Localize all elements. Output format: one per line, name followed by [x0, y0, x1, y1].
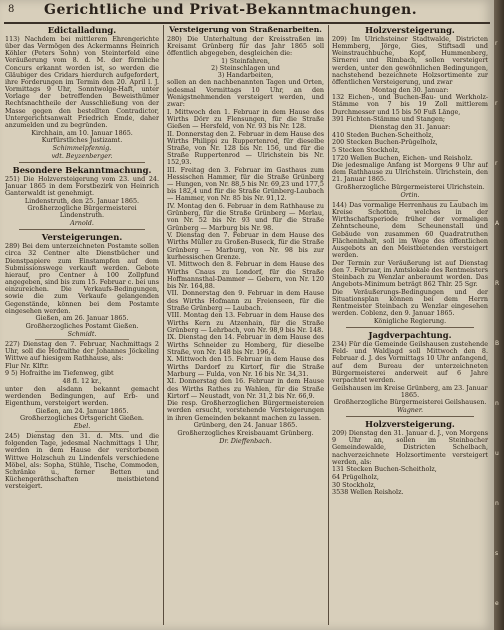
facing-page-edge	[494, 0, 504, 630]
auction-entry: VIII. Montag den 13. Februar in dem Hause des Wirths Kern zu Atzenhain, für die Straße Grünberg — Lehrbach, von Nr. 98,9 bis Nr. 148.	[167, 311, 324, 334]
notice-signature: Schimmelpfennig.	[52, 143, 112, 152]
list-item: 1) Steinfahren,	[221, 56, 270, 65]
notice-text: 209) Dienstag den 31. Januar d. J., von Morgens 9 Uhr an, sollen im Steinbacher Gemeindewalde, Districten Schelbach, nachverzeichnete Holzsortimente versteigert werden, als:	[332, 429, 488, 466]
column-left	[5, 24, 159, 626]
notice-date: Gießen, am 24. Januar 1865.	[35, 406, 129, 415]
divider	[19, 162, 145, 163]
notice-text: unter den alsdann bekannt gemacht werdenden Bedingungen, auf Erb- und Eigenthum, versteigert werden.	[5, 384, 159, 408]
notice-office: Großherzogliche Bürgermeisterei Ulrichstein.	[335, 183, 485, 192]
section-heading: Jagdverpachtung.	[368, 330, 452, 341]
schedule-line: 391 Fichten-Stämme und Stangen;	[332, 115, 446, 124]
edge-letter: r	[495, 40, 498, 47]
notice-signature: Dr. Dieffenbach.	[219, 436, 272, 445]
notice-signature: vdt. Beyzenberger.	[51, 151, 113, 160]
edge-letter: s	[495, 550, 499, 557]
notice-text: Die jedesmalige Anfang ist Morgens 9 Uhr auf dem Rathhause zu Ulrichstein. Ulrichstein, den 21. Januar 1865.	[332, 161, 488, 184]
notice-text: sollen an den nachbenannten Tagen und Orten, jedesmal Vormittags 10 Uhr, an den Wenigstnehmenden versteigert werden, und zwar:	[167, 78, 324, 108]
column-divider	[163, 25, 164, 625]
notice-office: Großherzogliches Ortsgericht Gießen.	[20, 414, 144, 423]
notice-signature: Arnold.	[70, 219, 94, 228]
notice-office: Großherzogliche Bürgermeisterei Lindenstruth.	[27, 204, 137, 220]
auction-entry: X. Mittwoch den 15. Februar in dem Hause des Wirths Dardorf zu Kirtorf, für die Straße Marburg — Fulda, von Nr. 16 bis Nr. 34,31.	[167, 355, 324, 378]
notice-signature: Wagner.	[396, 406, 424, 414]
schedule-line: Dienstag den 31. Januar:	[369, 122, 451, 131]
schedule-line: 131 Stecken Buchen-Scheitholz,	[332, 465, 437, 474]
divider	[346, 416, 474, 417]
notice-text: Der Termin zur Veräußerung ist auf Dienstag den 7. Februar, im Amtslokale des Rentmeisters Steinbach zu Wenzlar anberaumt worden. Das Angebots-Minimum beträgt 862 Thlr. 25 Sgr.	[332, 258, 488, 289]
notice-text: 227) Dienstag den 7. Februar, Nachmittags 2 Uhr, soll die Hofraithe der Johannes Jöckeling Wittwe auf hiesigem Rathhause, als:	[5, 339, 159, 363]
schedule-line: 3538 Wellen Reisholz.	[332, 488, 404, 497]
auction-entry: XI. Donnerstag den 16. Februar in dem Hause des Wirths Rathes zu Wahlen, für die Straße Kirtorf — Neustadt, von Nr. 31,2 bis Nr. 66,9.	[167, 377, 324, 400]
edge-letter: A	[495, 220, 500, 227]
schedule-line: 64 Prügelholz,	[332, 473, 379, 482]
notice-date: Geilshausen im Kreise Grünberg, am 23. Januar 1865.	[332, 383, 488, 399]
section-heading: Holzversteigerung.	[365, 25, 455, 35]
edge-letter: n	[495, 500, 499, 507]
notice-text: 280) Die Unterhaltung der Kreisstraßen im Kreisamt Grünberg für das Jahr 1865 soll öffentlich abgegeben, desgleichen die:	[167, 35, 324, 58]
auction-entry: V. Dienstag den 7. Februar in dem Hause des Wirths Müller zu Großen-Buseck, für die Straße Grünberg — Marburg, von Nr. 98 bis zur kurhessischen Grenze.	[167, 231, 324, 261]
notice-text: 251) Die Holzversteigerung vom 23. und 24. Januar 1865 in dem Forstbezirk von Heinrich Ganterwaldt ist genehmigt.	[5, 174, 159, 197]
notice-office: Großherzogliche Bürgermeisterei Geilshausen.	[333, 398, 487, 407]
section-heading: Besondere Bekanntmachung.	[12, 164, 152, 175]
edge-letter: n	[495, 400, 499, 407]
notice-text: Die Veräußerungs-Bedingungen und der Situationsplan können bei dem Herrn Rentmeister Steinbach zu Wenzlar eingesehen werden. Coblenz, den 9. Januar 1865.	[332, 287, 488, 318]
column-right	[332, 24, 488, 626]
notice-office: Großherzogliches Postamt Gießen.	[25, 321, 139, 330]
edge-letter: R	[495, 280, 500, 287]
schedule-line: 1720 Wellen Buchen, Eichen- und Reisholz.	[332, 153, 473, 162]
auction-entry: II. Donnerstag den 2. Februar in dem Hause des Wirths Philippi zu Ruppertenrod, für dieselbe Straße, von Nr. 128 bis Nr. 156, und für die Straße Ruppertenrod — Ulrichstein bis Nr. 152,93.	[167, 129, 324, 167]
notice-text: 113) Nachdem bei mittlerem Ehrengerichte über das Vermögen des Ackermanns Heinrich Köhler (Peters Sohn) von Steinterfeld eine Veräußerung vom 8. d. M. der förmliche Concurs erkannt worden ist, so werden die Gläubiger des Cridars hierdurch aufgefordert, ihre Forderungen im Termin den 20. April l. J. Vormittags 9 Uhr, Sonntwolge-Haft, unter Vorlage der betreffenden Beweisthümer Rechtsnachtheile der Ausschließung von der Masse gegen den bestellten Contradictor, Untergerichtsanwalt Friedrich Emde, daher anzumelden und zu begründen.	[5, 35, 159, 129]
column-middle	[167, 24, 324, 626]
edge-letter: B	[495, 340, 500, 347]
section-heading: Versteigerung von Straßenarbeiten.	[169, 25, 322, 34]
lot-line: 48 fl. 12 kr.,	[62, 377, 102, 386]
notice-signature: Schmidt.	[67, 329, 97, 338]
masthead	[4, 2, 490, 24]
auction-entry: IX. Dienstag den 14. Februar in dem Hause des Wirths Schneider zu Homberg, für dieselbe Straße, von Nr. 148 bis Nr. 196,4.	[167, 333, 324, 356]
auction-entry: IV. Montag den 6. Februar in dem Rathhause zu Grünberg, für die Straße Grünberg — Merlau, von Nr. 52 bis Nr. 93 und für die Straße Grünberg — Marburg bis Nr. 98.	[167, 202, 324, 232]
notice-date: Grünberg, den 24. Januar 1865.	[193, 421, 298, 430]
notice-date: Lindenstruth, den 25. Januar 1865.	[24, 196, 140, 205]
section-heading: Versteigerungen.	[41, 232, 123, 243]
auction-entry: VII. Donnerstag den 9. Februar in dem Hause des Wirths Hofmann zu Freienseen, für die Straße Grünberg — Laubach.	[167, 289, 324, 312]
notice-office: Großherzogliches Kreisbauamt Grünberg.	[177, 428, 314, 437]
auction-entry: I. Mittwoch den 1. Februar in dem Hause des Wirths Dörr zu Flensungen, für die Straße Gießen — Hersfeld, von Nr. 93 bis Nr. 128.	[167, 107, 324, 130]
notice-text: 234) Für die Gemeinde Geilshausen zustehende Feld- und Waldjagd soll Mittwoch den 8. Februar d. J. des Vormittags 10 Uhr anfangend, auf dem Bureau der unterzeichneten Bürgermeisterei anderweit auf 6 Jahre verpachtet werden.	[332, 340, 488, 384]
schedule-line: 200 Stecken Buchen-Prügelholz,	[332, 138, 438, 147]
auction-entry: VI. Mittwoch den 8. Februar in dem Hause des Wirths Cnaus zu Londorf, für die Straße Hoffmannsthal-Dammer — Gebern, von Nr. 120 bis Nr. 164,88.	[167, 260, 324, 290]
notice-date: Kirchhain, am 10. Januar 1865.	[31, 128, 133, 137]
section-heading: Holzversteigerung.	[365, 419, 455, 430]
page-title: Gerichtliche und Privat-Bekanntmachungen.	[44, 2, 418, 18]
auction-entry: III. Freitag den 3. Februar im Gasthaus zum Hessischen Hammer, für die Straße Grünberg — Hungen, von Nr. 88,5 bis Nr. 69,23 und 177,5 bis 182,4 und für die Straße Grünberg-Laubach — Hammer, von Nr. 85 bis Nr. 91,12.	[167, 165, 324, 203]
schedule-line: 132 Eichen-, und Buchen-Bau- und Werkholz-Stämme von 7 bis 19 Zoll mittlerem Durchmesser und 15 bis 50 Fuß Länge,	[332, 93, 488, 116]
edge-letter: e	[495, 600, 499, 607]
list-item: 3) Handarbeiten,	[217, 71, 274, 80]
notice-signature: Ortin.	[400, 190, 420, 199]
notice-office: Königliche Regierung.	[373, 316, 447, 325]
notice-text: 144) Das vormalige Herrenhaus zu Laubach im Kreise Schotten, welches in der Wirthschaftsperiode früher der vormaligen Zehntscheune, dem Scheunenstall und Gebäude von zusammen 60 Quadratruthen Flächeninhalt, soll im Wege des öffentlichen Ausgebots an den Meistbietenden versteigert werden.	[332, 200, 488, 260]
lot-line: 9 5) Hofraithe im Tiefenweg, gibt	[5, 369, 114, 378]
section-heading: Edictalladung.	[47, 25, 117, 35]
notice-text: 245) Dienstag den 31. d. Mts. und die folgenden Tage, jedesmal Nachmittags 1 Uhr, werden in dem Hause der verstorbenen Wittwe Holzschuh zu Lindenfels verschiedene Möbel, als: Sopha, Stühle, Tische, Commoden, Schränke u., ferner Betten und Küchengeräthschaften meistbietend versteigert.	[5, 432, 159, 491]
notice-text: 209) Im Ulrichsteiner Stadtwalde, Districten Hemmberg, Jörge, Gies, Stiftsadl und Weinstrauchbuche, Kopf, Hummenberg, Sirnerei und Rimbach, sollen versteigert werden, unter den gewöhnlichen Bedingungen, nachstehend bezeichnete Holzsortimente zur öffentlichen Versteigerung, und zwar	[332, 35, 488, 86]
divider	[346, 327, 474, 328]
schedule-line: Montag den 30. Januar:	[371, 85, 449, 94]
list-item: 2) Steinschlagen und	[211, 64, 280, 73]
lot-header: Flur Nr. Klftr.	[5, 361, 49, 370]
edge-letter: r	[495, 160, 498, 167]
notice-text: Die resp. Großherzoglichen Bürgermeistereien werden ersucht, vorstehende Versteigerungen in ihren Gemeinden bekannt machen zu lassen.	[167, 399, 324, 422]
schedule-line: 410 Steden Buchen-Scheitholz,	[332, 130, 434, 139]
column-divider	[328, 25, 329, 625]
notice-signature: Ebel.	[73, 422, 91, 430]
notice-text: 289) Bei dem unterzeichneten Postamte sollen circa 32 Centner alte Dienstbücher und Dienstpapiere zum Einstampfen auf dem Submissionswege verkauft werden. Gebote hierauf, pro Centner à 100 Zollpfund angegeben, sind bis zum 15. Februar c. bei uns einzureichen. Die Verkaufs-Bedingungen, sowie die zum Verkaufe gelangenden Gegenstände, können bei dem Postamte eingesehen werden.	[5, 242, 159, 315]
schedule-line: 5 Stecken Stockholz,	[332, 145, 400, 154]
notice-office: Kurfürstliches Justizamt.	[41, 136, 123, 145]
edge-letter: r	[495, 100, 498, 107]
work-list	[167, 58, 324, 79]
edge-letter: u	[495, 450, 499, 457]
notice-date: Gießen, am 26. Januar 1865.	[35, 314, 129, 323]
divider	[19, 229, 145, 230]
schedule-line: 30 Stockholz,	[332, 480, 376, 489]
page-number: 8	[8, 4, 15, 15]
